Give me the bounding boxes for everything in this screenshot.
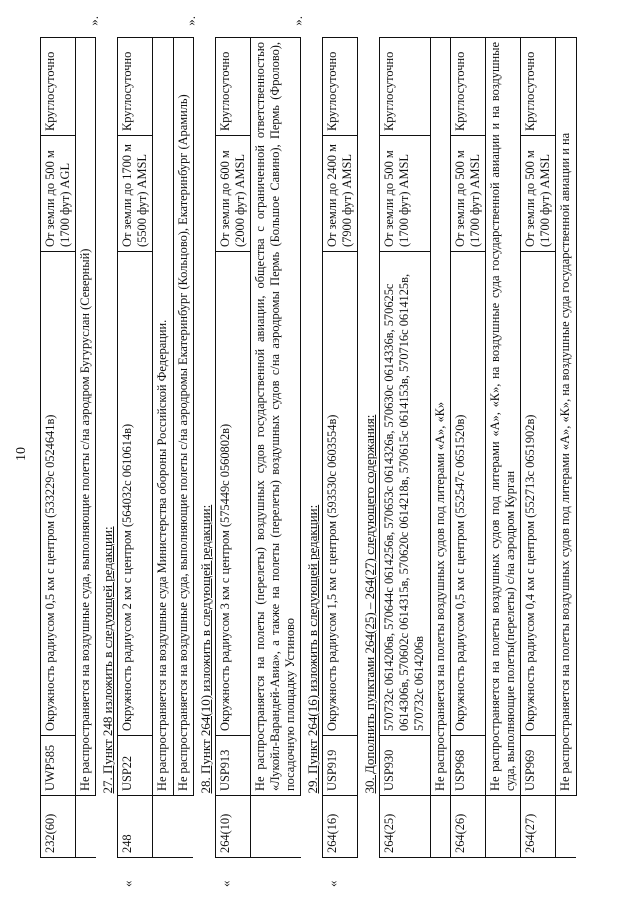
zone-code: USP913 <box>215 736 250 796</box>
zone-description: Окружность радиусом 0,5 км с центром (552547с 0651520в) <box>450 252 485 736</box>
document-body <box>40 16 577 887</box>
zone-code: USP22 <box>118 736 153 796</box>
zone-code: USP930 <box>380 736 430 796</box>
empty-cell <box>556 796 576 858</box>
zone-row <box>521 38 556 858</box>
zone-altitude: От земли до 2400 м (7900 фут) AMSL <box>323 136 358 252</box>
open-quote: « <box>120 880 136 887</box>
zone-description: 570732с 0614206в, 570644с 0614256в, 570653с 0614326в, 570630с 0614336в, 570625с 0614306в, 570602с 0614315в, 570620с 0614218в, 570615с 0614153в, 570716с 0614125в, 570732с 0614206в <box>380 252 430 736</box>
zone-code: UWP585 <box>41 736 76 796</box>
zone-altitude: От земли до 1700 м (5500 фут) AMSL <box>118 136 153 252</box>
zone-time: Круглосуточно <box>521 38 556 136</box>
zone-note: Не распространяется на полеты воздушных судов под литерами «А», «К» <box>430 38 450 796</box>
zone-number: 264(25) <box>380 796 430 858</box>
zone-number: 264(26) <box>450 796 485 858</box>
zone-description: Окружность радиусом 1,5 км с центром (593530с 0603554в) <box>323 252 358 736</box>
zone-description: Окружность радиусом 2 км с центром (564032с 0610614в) <box>118 252 153 736</box>
zone-description: Окружность радиусом 0,5 км с центром (533229с 0524641в) <box>41 252 76 736</box>
zone-note-row <box>485 38 520 858</box>
heading-cell <box>301 38 323 858</box>
zone-row <box>118 38 153 858</box>
zone-altitude: От земли до 500 м (1700 фут) AMSL <box>521 136 556 252</box>
empty-cell <box>430 796 450 858</box>
zone-number: 248 « <box>118 796 153 858</box>
zone-code: USP968 <box>450 736 485 796</box>
zone-time: Круглосуточно <box>118 38 153 136</box>
zone-note-row <box>173 38 193 858</box>
zone-row <box>41 38 76 858</box>
zone-note: Не распространяется на полеты воздушных судов под литерами «А», «К», на воздушные суда государственной авиации и на воздушные суда, выполняющие полеты(перелеты) с/на аэродром Курган <box>485 38 520 796</box>
zone-description: Окружность радиусом 0,4 км с центром (552713с 0651902в) <box>521 252 556 736</box>
amendment-heading: 27. Пункт 248 изложить в следующей редакции: <box>100 526 116 794</box>
amendment-heading-row <box>358 38 380 858</box>
amendment-heading-row <box>96 38 118 858</box>
zone-number: 264(10) « <box>215 796 250 858</box>
zone-description: Окружность радиусом 3 км с центром (575449с 0560802в) <box>215 252 250 736</box>
zone-note-row <box>153 38 173 858</box>
empty-cell <box>250 796 300 858</box>
zone-row <box>380 38 430 858</box>
empty-cell <box>76 796 96 858</box>
zone-time: Круглосуточно <box>450 38 485 136</box>
zone-number: 264(16) « <box>323 796 358 858</box>
zone-number: 264(27) <box>521 796 556 858</box>
close-quote: ». <box>290 16 306 26</box>
heading-cell <box>193 38 215 858</box>
zone-row <box>323 38 358 858</box>
zone-altitude: От земли до 500 м (1700 фут) AGL <box>41 136 76 252</box>
empty-cell <box>485 796 520 858</box>
amendment-heading-row <box>301 38 323 858</box>
zone-row <box>450 38 485 858</box>
zone-note: Не распространяется на полеты (перелеты) воздушных судов государственной авиации, общества с ограниченной ответственностью «Лукойл-Варандей-Авиа», а также на полеты (перелеты) воздушных судов с/на аэродромы Пермь (Большое Савино), Пермь (Фролово), посадочную площадку Устиново ». <box>250 38 300 796</box>
amendment-heading: 30. Дополнить пунктами 264(25) – 264(27) следующего содержания: <box>362 414 378 794</box>
zone-row <box>215 38 250 858</box>
zone-note: Не распространяется на воздушные суда, выполняющие полеты с/на аэродромы Екатеринбург (Кольцово), Екатеринбург (Арамиль) ». <box>173 38 193 796</box>
zone-altitude: От земли до 500 м (1700 фут) AMSL <box>380 136 430 252</box>
zone-note-row <box>556 38 576 858</box>
empty-cell <box>153 796 173 858</box>
amendment-heading: 28. Пункт 264(10) изложить в следующей редакции: <box>197 504 213 794</box>
zone-time: Круглосуточно <box>215 38 250 136</box>
amendment-heading: 29. Пункт 264(16) изложить в следующей редакции: <box>305 504 321 794</box>
zone-time: Круглосуточно <box>41 38 76 136</box>
zone-code: USP919 <box>323 736 358 796</box>
zone-note-row <box>430 38 450 858</box>
open-quote: « <box>325 880 341 887</box>
zone-altitude: От земли до 600 м (2000 фут) AMSL <box>215 136 250 252</box>
heading-cell <box>358 38 380 858</box>
close-quote: ». <box>85 16 101 26</box>
zone-time: Круглосуточно <box>323 38 358 136</box>
heading-cell <box>96 38 118 858</box>
zone-code: USP969 <box>521 736 556 796</box>
zone-note: Не распространяется на воздушные суда, выполняющие полеты с/на аэродром Бугуруслан (Северный) ». <box>76 38 96 796</box>
amendment-heading-row <box>193 38 215 858</box>
zone-time: Круглосуточно <box>380 38 430 136</box>
zone-altitude: От земли до 500 м (1700 фут) AMSL <box>450 136 485 252</box>
empty-cell <box>173 796 193 858</box>
open-quote: « <box>217 880 233 887</box>
page-number: 10 <box>14 447 29 461</box>
close-quote: ». <box>182 16 198 26</box>
zone-note: Не распространяется на воздушные суда Министерства обороны Российской Федерации. <box>153 38 173 796</box>
zone-number: 232(60) <box>41 796 76 858</box>
zone-note-row <box>250 38 300 858</box>
zone-note: Не распространяется на полеты воздушных судов под литерами «А», «К», на воздушные суда государственной авиации и на <box>556 38 576 796</box>
restricted-zones-table <box>40 16 577 887</box>
zone-note-row <box>76 38 96 858</box>
